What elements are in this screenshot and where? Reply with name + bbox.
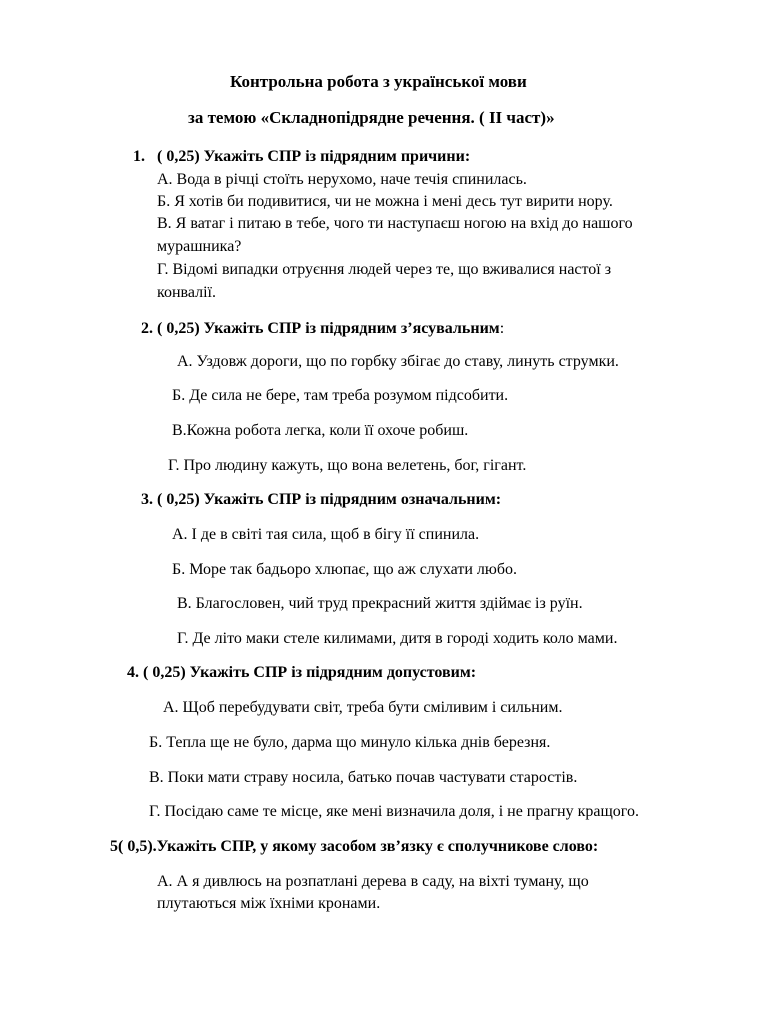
q2-option-d: Г. Про людину кажуть, що вона велетень, бог, гігант. <box>168 457 527 474</box>
q1-option-d-line2: конвалії. <box>157 284 216 301</box>
q4-option-c: В. Поки мати страву носила, батько почав частувати старостів. <box>149 769 578 786</box>
q1-question: ( 0,25) Укажіть СПР із підрядним причини: <box>157 148 471 165</box>
q4-option-d: Г. Посідаю саме те місце, яке мені визначила доля, і не прагну кращого. <box>149 803 639 820</box>
q3-option-b: Б. Море так бадьоро хлюпає, що аж слухати любо. <box>172 561 517 578</box>
q2-option-b: Б. Де сила не бере, там треба розумом підсобити. <box>172 387 509 404</box>
q2-question-colon: : <box>499 320 505 337</box>
title-line-2: за темою «Складнопідрядне речення. ( ІІ част)» <box>188 108 555 127</box>
q3-question: 3. ( 0,25) Укажіть СПР із підрядним означальним: <box>141 491 502 508</box>
q1-option-c-line1: В. Я ватаг і питаю в тебе, чого ти наступаєш ногою на вхід до нашого <box>157 215 633 232</box>
q1-option-d-line1: Г. Відомі випадки отруєння людей через те, що вживалися настої з <box>157 261 612 278</box>
q3-option-d: Г. Де літо маки стеле килимами, дитя в городі ходить коло мами. <box>177 630 618 647</box>
q4-option-a: А. Щоб перебудувати світ, треба бути сміливим і сильним. <box>163 699 563 716</box>
q4-option-b: Б. Тепла ще не було, дарма що минуло кілька днів березня. <box>149 734 551 751</box>
q1-option-b: Б. Я хотів би подивитися, чи не можна і мені десь тут вирити нору. <box>157 193 613 210</box>
q5-option-a-line1: А. А я дивлюсь на розпатлані дерева в саду, на віхті туману, що <box>157 873 589 890</box>
q4-question: 4. ( 0,25) Укажіть СПР із підрядним допустовим: <box>127 664 477 681</box>
q1-option-a: А. Вода в річці стоїть нерухомо, наче течія спинилась. <box>157 171 527 188</box>
q1-number: 1. <box>133 148 145 165</box>
q3-option-a: А. І де в світі тая сила, щоб в бігу її спинила. <box>172 526 480 543</box>
q5-question: 5( 0,5).Укажіть СПР, у якому засобом зв’язку є сполучникове слово: <box>110 838 599 855</box>
q1-option-c-line2: мурашника? <box>157 238 242 255</box>
q2-option-a: А. Уздовж дороги, що по горбку збігає до ставу, линуть струмки. <box>177 353 619 370</box>
q2-question-text: 2. ( 0,25) Укажіть СПР із підрядним з’ясувальним <box>141 320 500 337</box>
q2-question <box>141 318 504 340</box>
q5-option-a-line2: плутаються між їхніми кронами. <box>157 895 381 912</box>
title-line-1: Контрольна робота з української мови <box>230 72 527 91</box>
q3-option-c: В. Благословен, чий труд прекрасний життя здіймає із руїн. <box>177 595 583 612</box>
q2-option-c: В.Кожна робота легка, коли її охоче робиш. <box>172 422 469 439</box>
